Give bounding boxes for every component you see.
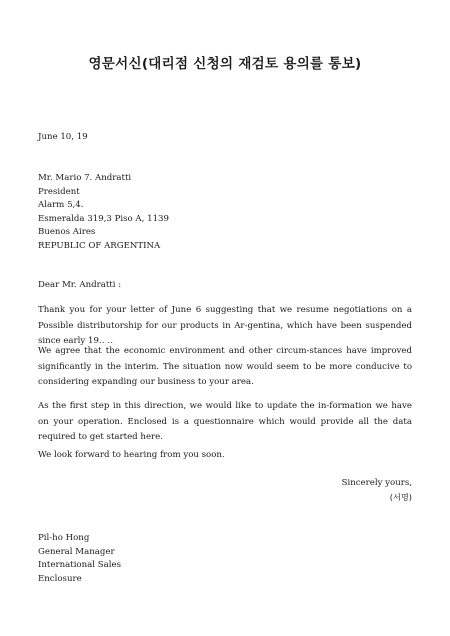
recipient-address (38, 172, 169, 253)
document-title: 영문서신(대리점 신청의 재검토 용의를 통보) (88, 56, 362, 72)
signature-placeholder: (서명) (389, 491, 412, 502)
recipient-name: Mr. Mario 7. Andratti (38, 173, 132, 183)
letter-date: June 10, 19 (38, 132, 88, 142)
body-paragraph: As the first step in this direction, we would like to update the in-formation we have on your operation. Enclosed is a questionnaire which would provide all the data required to get started here. (38, 401, 412, 442)
closing-block (342, 477, 412, 504)
closing-phrase: Sincerely yours, (341, 478, 412, 488)
body-paragraph: We look forward to hearing from you soon. (38, 450, 225, 460)
enclosure-note: Enclosure (38, 573, 82, 584)
body-paragraph: Thank you for your letter of June 6 suggesting that we resume negotiations on a Possible distributorship for our products in Ar-gentina, which have been suspended since early 19‥ ‥ (38, 305, 412, 346)
recipient-address-line1: Alarm 5,4. (38, 200, 84, 210)
sender-title: General Manager (38, 546, 115, 557)
recipient-address-line2: Esmeralda 319,3 Piso A, 1139 (38, 213, 169, 224)
sender-name: Pil-ho Hong (38, 533, 90, 543)
recipient-city: Buenos Aires (38, 227, 96, 237)
recipient-country: REPUBLIC OF ARGENTINA (38, 240, 161, 251)
body-paragraph: We agree that the economic environment and other circum-stances have improved significantly in the interim. The situation now would seem to be more conducive to considering expanding our business to your area. (38, 346, 412, 387)
sender-block (38, 532, 121, 586)
salutation: Dear Mr. Andratti : (38, 280, 122, 290)
sender-department: International Sales (38, 560, 122, 570)
recipient-position: President (38, 186, 80, 197)
